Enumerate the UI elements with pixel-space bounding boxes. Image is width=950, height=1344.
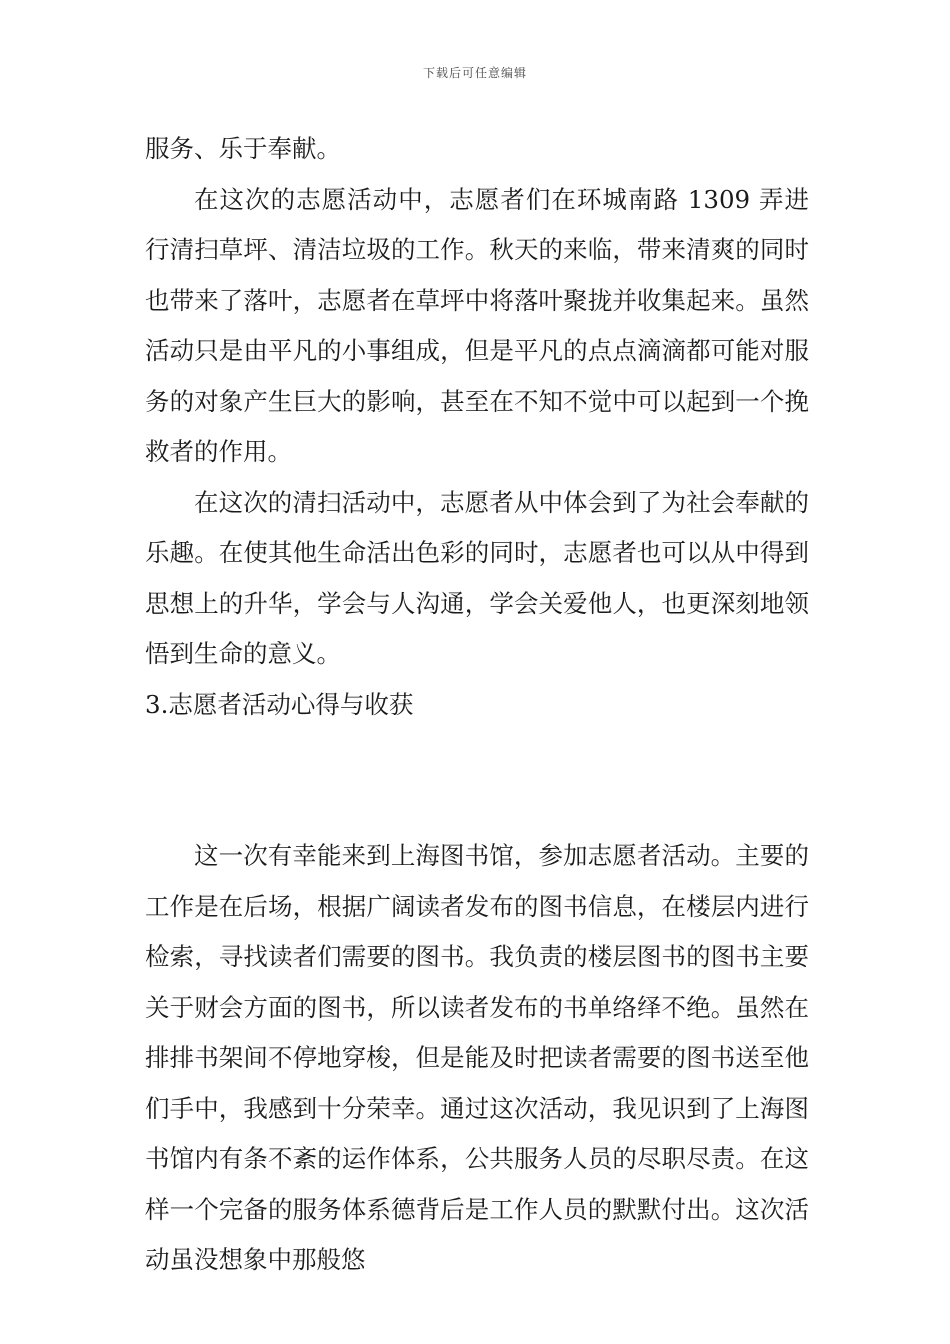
blank-space xyxy=(145,730,809,831)
page-header-note: 下载后可任意编辑 xyxy=(422,66,527,80)
paragraph-activity: 在这次的志愿活动中，志愿者们在环城南路 1309 弄进行清扫草坪、清洁垃圾的工作。秋天的来临，带来清爽的同时也带来了落叶，志愿者在草坪中将落叶聚拢并收集起来。虽然活动只是由平凡的小事组成，但是平凡的点点滴滴都可能对服务的对象产生巨大的影响，甚至在不知不觉中可以起到一个挽救者的作用。 xyxy=(145,184,809,466)
paragraph-library: 这一次有幸能来到上海图书馆，参加志愿者活动。主要的工作是在后场，根据广阔读者发布的图书信息，在楼层内进行检索，寻找读者们需要的图书。我负责的楼层图书的图书主要关于财会方面的图书，所以读者发布的书单络绎不绝。虽然在排排书架间不停地穿梭，但是能及时把读者需要的图书送至他们手中，我感到十分荣幸。通过这次活动，我见识到了上海图书馆内有条不紊的运作体系，公共服务人员的尽职尽责。在这样一个完备的服务体系德背后是工作人员的默默付出。这次活动虽没想象中那般悠 xyxy=(145,841,809,1274)
document-body xyxy=(145,124,809,1286)
section-heading: 3.志愿者活动心得与收获 xyxy=(145,689,414,719)
paragraph-continuation: 服务、乐于奉献。 xyxy=(145,134,341,163)
paragraph-reflection: 在这次的清扫活动中，志愿者从中体会到了为社会奉献的乐趣。在使其他生命活出色彩的同时，志愿者也可以从中得到思想上的升华，学会与人沟通，学会关爱他人，也更深刻地领悟到生命的意义。 xyxy=(145,487,809,668)
